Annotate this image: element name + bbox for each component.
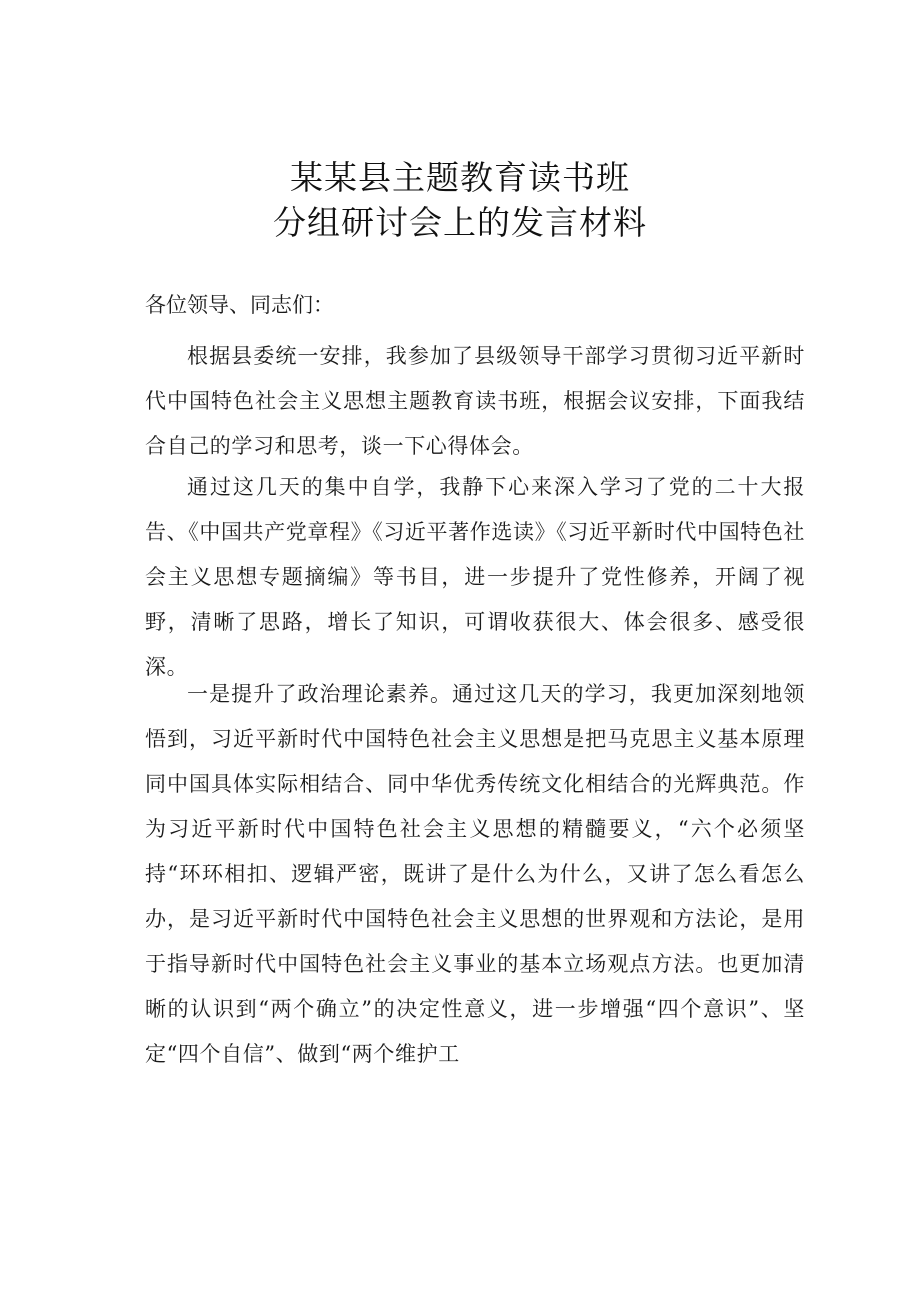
paragraph-3: 一是提升了政治理论素养。通过这几天的学习，我更加深刻地领悟到，习近平新时代中国特色社会主义思想是把马克思主义基本原理同中国具体实际相结合、同中华优秀传统文化相结合的光辉典范。作为习近平新时代中国特色社会主义思想的精髓要义，“六个必须坚持“环环相扣、逻辑严密，既讲了是什么为什么，又讲了怎么看怎么办，是习近平新时代中国特色社会主义思想的世界观和方法论，是用于指导新时代中国特色社会主义事业的基本立场观点方法。也更加清晰的认识到“两个确立”的决定性意义，进一步增强“四个意识”、坚定“四个自信”、做到“两个维护工: [145, 682, 805, 1066]
salutation: 各位领导、同志们：: [145, 293, 334, 317]
document-title-line-1: 某某县主题教育读书班: [290, 158, 630, 197]
paragraph-1: 根据县委统一安排，我参加了县级领导干部学习贯彻习近平新时代中国特色社会主义思想主题教育读书班，根据会议安排，下面我结合自己的学习和思考，谈一下心得体会。: [145, 344, 805, 458]
document-title-line-2: 分组研讨会上的发言材料: [273, 203, 647, 242]
paragraph-2: 通过这几天的集中自学，我静下心来深入学习了党的二十大报告、《中国共产党章程》《习近平著作选读》《习近平新时代中国特色社会主义思想专题摘编》等书目，进一步提升了党性修养，开阔了视野，清晰了思路，增长了知识，可谓收获很大、体会很多、感受很深。: [145, 475, 805, 679]
